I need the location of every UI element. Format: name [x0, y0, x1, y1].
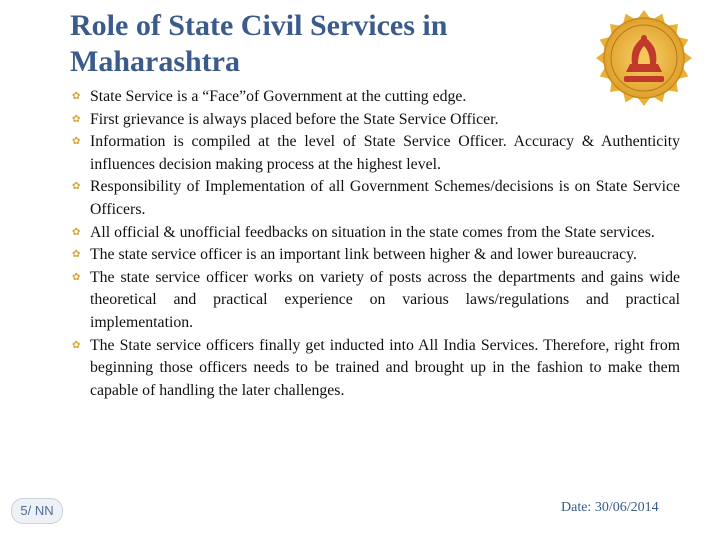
bullet-text: Responsibility of Implementation of all Government Schemes/decisions is on State Service Officers.: [90, 178, 680, 218]
bullet-text: Information is compiled at the level of State Service Officer. Accuracy & Authenticity influences decision making process at the highest level.: [90, 133, 680, 173]
slide-number: 5/ NN: [20, 503, 54, 518]
ribbon-bullet-icon: ✿: [72, 271, 81, 283]
bullet-text: State Service is a “Face”of Government at the cutting edge.: [90, 88, 467, 105]
bullet-text: All official & unofficial feedbacks on situation in the state comes from the State services.: [90, 223, 655, 241]
list-item: [72, 335, 680, 403]
list-item: [72, 176, 680, 221]
slide-date: Date: 30/06/2014: [561, 500, 659, 515]
bullet-text: First grievance is always placed before the State Service Officer.: [90, 110, 499, 128]
ribbon-bullet-icon: ✿: [72, 249, 81, 261]
list-item: [72, 109, 680, 132]
ribbon-bullet-icon: ✿: [72, 226, 81, 238]
bullet-text: The state service officer is an important link between higher & and lower bureaucracy.: [90, 246, 637, 264]
ribbon-bullet-icon: ✿: [72, 181, 81, 193]
list-item: [72, 131, 680, 176]
ribbon-bullet-icon: ✿: [72, 113, 81, 125]
bullet-text: The State service officers finally get inducted into All India Services. Therefore, right from beginning those officers needs to be trained and brought up in the fashion to make them capable of handling the later challenges.: [90, 336, 680, 399]
ribbon-bullet-icon: ✿: [72, 91, 81, 102]
list-item: [72, 86, 680, 109]
ribbon-bullet-icon: ✿: [72, 339, 81, 351]
list-item: [72, 222, 680, 245]
bullet-text: The state service officer works on variety of posts across the departments and gains wide theoretical and practical experience on various laws/regulations and practical implementation.: [90, 268, 680, 331]
bullet-list: [72, 86, 680, 402]
list-item: [72, 267, 680, 335]
slide-number-badge: [11, 498, 63, 524]
ribbon-bullet-icon: ✿: [72, 136, 81, 148]
slide-title: Role of State Civil Services in Maharashtra: [70, 9, 448, 78]
list-item: [72, 244, 680, 267]
